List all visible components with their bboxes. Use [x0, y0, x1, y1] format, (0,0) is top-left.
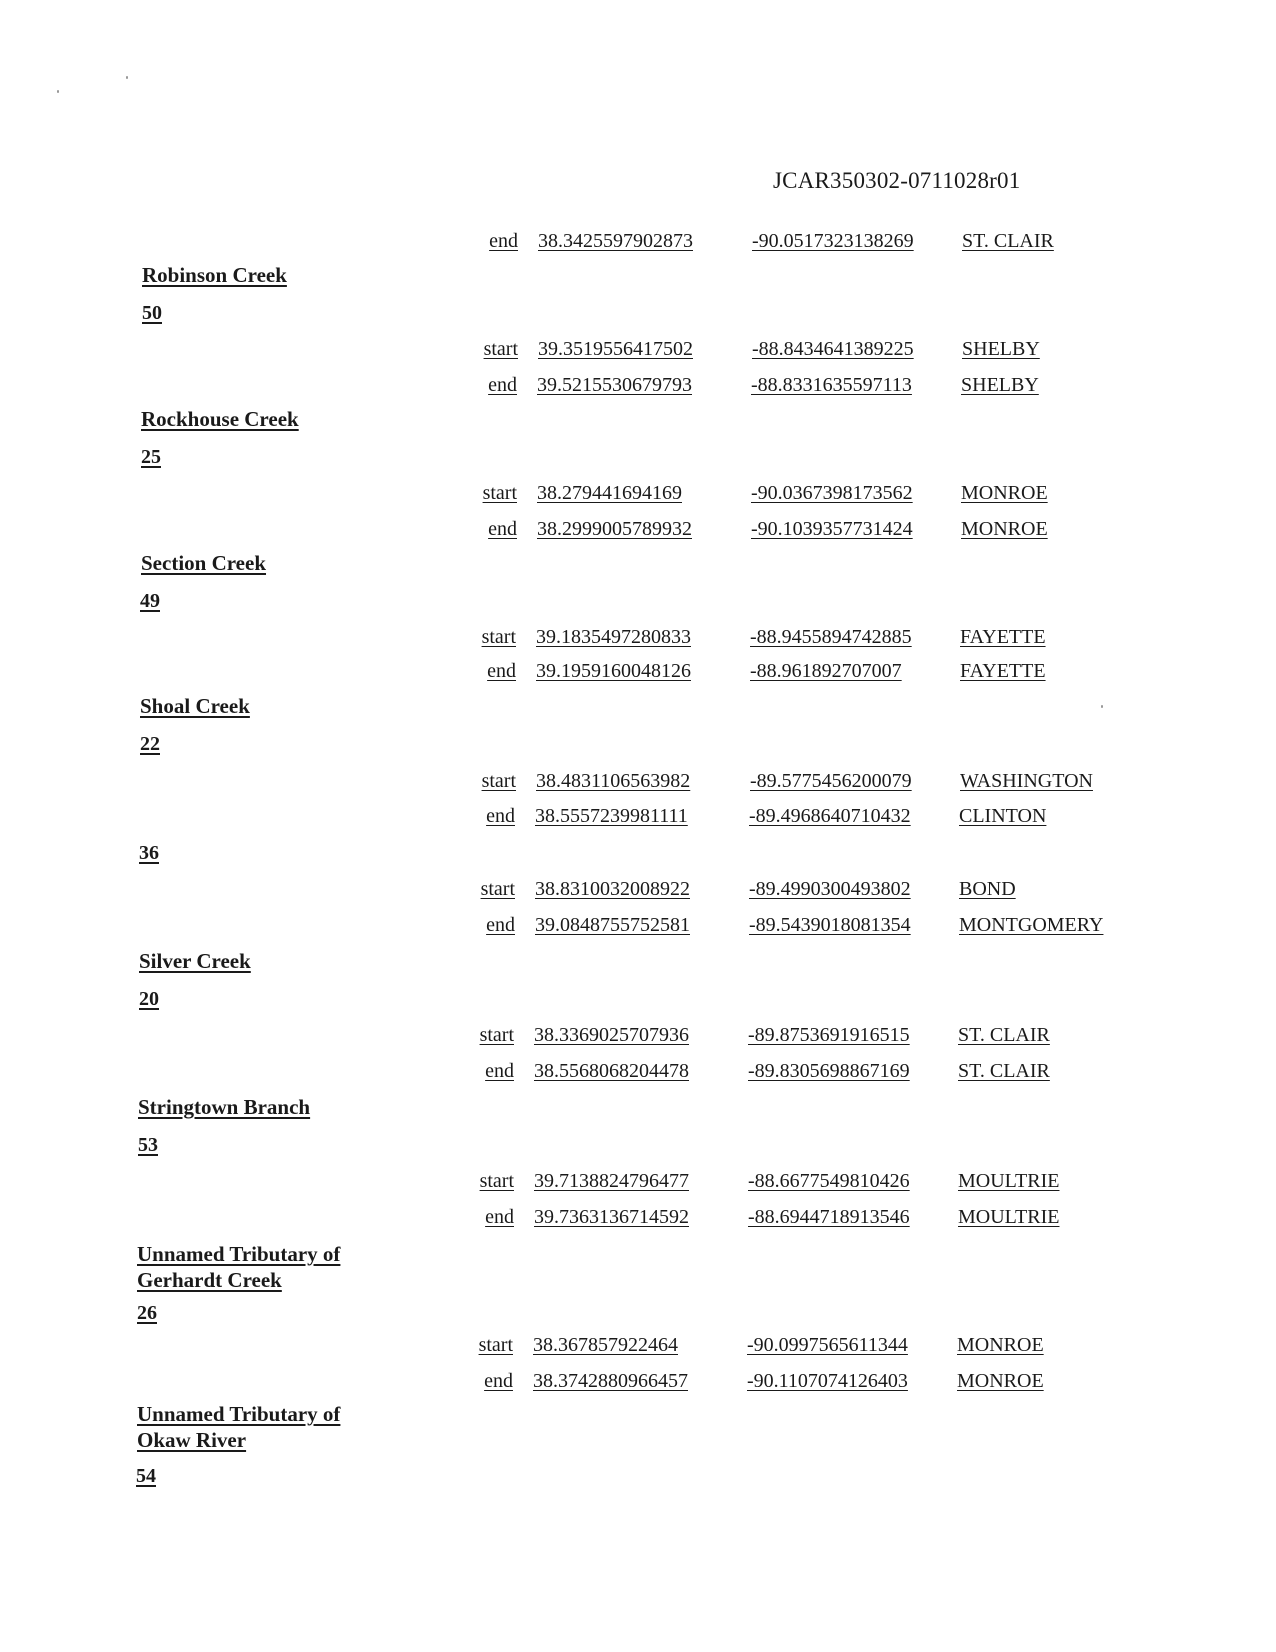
segment-number: 36 — [139, 842, 159, 864]
stream-name — [139, 948, 399, 974]
coordinate-row — [0, 1334, 1271, 1364]
point-type: end — [485, 1206, 514, 1228]
county-name: MONTGOMERY — [959, 914, 1104, 936]
coordinate-row — [0, 1206, 1272, 1236]
point-type: end — [488, 374, 517, 396]
county-name: BOND — [959, 878, 1016, 900]
coordinate-row — [0, 626, 1274, 656]
stream-name-line: Stringtown Branch — [138, 1095, 311, 1119]
point-type: start — [479, 1170, 514, 1192]
coordinate-row — [0, 518, 1275, 548]
point-type: start — [478, 1334, 513, 1356]
county-name: ST. CLAIR — [958, 1060, 1050, 1082]
segment-number: 25 — [141, 446, 161, 468]
coordinate-row — [0, 338, 1276, 368]
latitude: 39.7138824796477 — [534, 1170, 689, 1192]
longitude: -90.0367398173562 — [751, 482, 913, 504]
longitude: -90.1039357731424 — [751, 518, 913, 540]
point-type: start — [480, 878, 515, 900]
latitude: 38.8310032008922 — [535, 878, 690, 900]
longitude: -89.8753691916515 — [748, 1024, 910, 1046]
coordinate-row — [0, 230, 1276, 260]
longitude: -89.5775456200079 — [750, 770, 912, 792]
longitude: -88.9455894742885 — [750, 626, 912, 648]
scan-speck — [57, 90, 59, 93]
point-type: end — [488, 518, 517, 540]
county-name: MONROE — [961, 482, 1048, 504]
latitude: 38.279441694169 — [537, 482, 682, 504]
latitude: 39.1835497280833 — [536, 626, 691, 648]
coordinate-row — [0, 878, 1273, 908]
county-name: ST. CLAIR — [962, 230, 1054, 252]
latitude: 39.3519556417502 — [538, 338, 693, 360]
point-type: end — [486, 805, 515, 827]
segment-number: 50 — [142, 302, 162, 324]
stream-name-line: Okaw River — [137, 1428, 247, 1452]
latitude: 38.5568068204478 — [534, 1060, 689, 1082]
segment-number: 20 — [139, 988, 159, 1010]
stream-name-line: Robinson Creek — [142, 263, 287, 287]
latitude: 39.1959160048126 — [536, 660, 691, 682]
stream-name — [141, 406, 401, 432]
point-type: end — [484, 1370, 513, 1392]
latitude: 38.367857922464 — [533, 1334, 678, 1356]
county-name: WASHINGTON — [960, 770, 1093, 792]
point-type: start — [481, 626, 516, 648]
segment-number: 22 — [140, 733, 160, 755]
point-type: end — [485, 1060, 514, 1082]
latitude: 38.4831106563982 — [536, 770, 691, 792]
point-type: end — [489, 230, 518, 252]
county-name: CLINTON — [959, 805, 1047, 827]
longitude: -90.0997565611344 — [747, 1334, 908, 1356]
stream-name-line: Shoal Creek — [140, 694, 250, 718]
stream-name — [138, 1094, 398, 1120]
longitude: -90.0517323138269 — [752, 230, 914, 252]
latitude: 39.7363136714592 — [534, 1206, 689, 1228]
longitude: -88.961892707007 — [750, 660, 902, 682]
point-type: start — [483, 338, 518, 360]
latitude: 39.5215530679793 — [537, 374, 692, 396]
point-type: start — [481, 770, 516, 792]
longitude: -89.8305698867169 — [748, 1060, 910, 1082]
county-name: MONROE — [957, 1370, 1044, 1392]
longitude: -89.5439018081354 — [749, 914, 911, 936]
coordinate-row — [0, 374, 1275, 404]
coordinate-row — [0, 1024, 1272, 1054]
longitude: -89.4968640710432 — [749, 805, 911, 827]
coordinate-row — [0, 482, 1275, 512]
segment-number: 53 — [138, 1134, 158, 1156]
county-name: MONROE — [957, 1334, 1044, 1356]
point-type: start — [479, 1024, 514, 1046]
stream-name — [137, 1401, 397, 1453]
county-name: SHELBY — [962, 338, 1040, 360]
county-name: SHELBY — [961, 374, 1039, 396]
stream-name-line: Silver Creek — [139, 949, 251, 973]
latitude: 38.2999005789932 — [537, 518, 692, 540]
latitude: 38.3742880966457 — [533, 1370, 688, 1392]
coordinate-row — [0, 1370, 1271, 1400]
stream-name — [140, 693, 400, 719]
segment-number: 49 — [140, 590, 160, 612]
scan-speck — [1101, 705, 1103, 708]
longitude: -88.8434641389225 — [752, 338, 914, 360]
scan-speck — [126, 76, 128, 79]
longitude: -90.1107074126403 — [747, 1370, 908, 1392]
county-name: MOULTRIE — [958, 1206, 1060, 1228]
coordinate-row — [0, 1170, 1272, 1200]
stream-name-line: Rockhouse Creek — [141, 407, 299, 431]
county-name: MONROE — [961, 518, 1048, 540]
stream-name — [141, 550, 401, 576]
coordinate-row — [0, 914, 1273, 944]
point-type: end — [487, 660, 516, 682]
stream-name-line: Unnamed Tributary of — [137, 1242, 341, 1266]
stream-name-line: Unnamed Tributary of — [137, 1402, 341, 1426]
latitude: 39.0848755752581 — [535, 914, 690, 936]
point-type: end — [486, 914, 515, 936]
longitude: -88.6944718913546 — [748, 1206, 910, 1228]
stream-name — [137, 1241, 397, 1293]
stream-name-line: Gerhardt Creek — [137, 1268, 282, 1292]
point-type: start — [482, 482, 517, 504]
coordinate-row — [0, 805, 1273, 835]
latitude: 38.5557239981111 — [535, 805, 688, 827]
coordinate-row — [0, 1060, 1272, 1090]
longitude: -88.8331635597113 — [751, 374, 912, 396]
longitude: -88.6677549810426 — [748, 1170, 910, 1192]
stream-name — [142, 262, 402, 288]
document-code: JCAR350302-0711028r01 — [773, 168, 1021, 193]
coordinate-row — [0, 660, 1274, 690]
segment-number: 54 — [136, 1465, 156, 1487]
county-name: MOULTRIE — [958, 1170, 1060, 1192]
latitude: 38.3369025707936 — [534, 1024, 689, 1046]
longitude: -89.4990300493802 — [749, 878, 911, 900]
latitude: 38.3425597902873 — [538, 230, 693, 252]
coordinate-row — [0, 770, 1274, 800]
county-name: FAYETTE — [960, 626, 1046, 648]
segment-number: 26 — [137, 1302, 157, 1324]
county-name: FAYETTE — [960, 660, 1046, 682]
stream-name-line: Section Creek — [141, 551, 267, 575]
county-name: ST. CLAIR — [958, 1024, 1050, 1046]
